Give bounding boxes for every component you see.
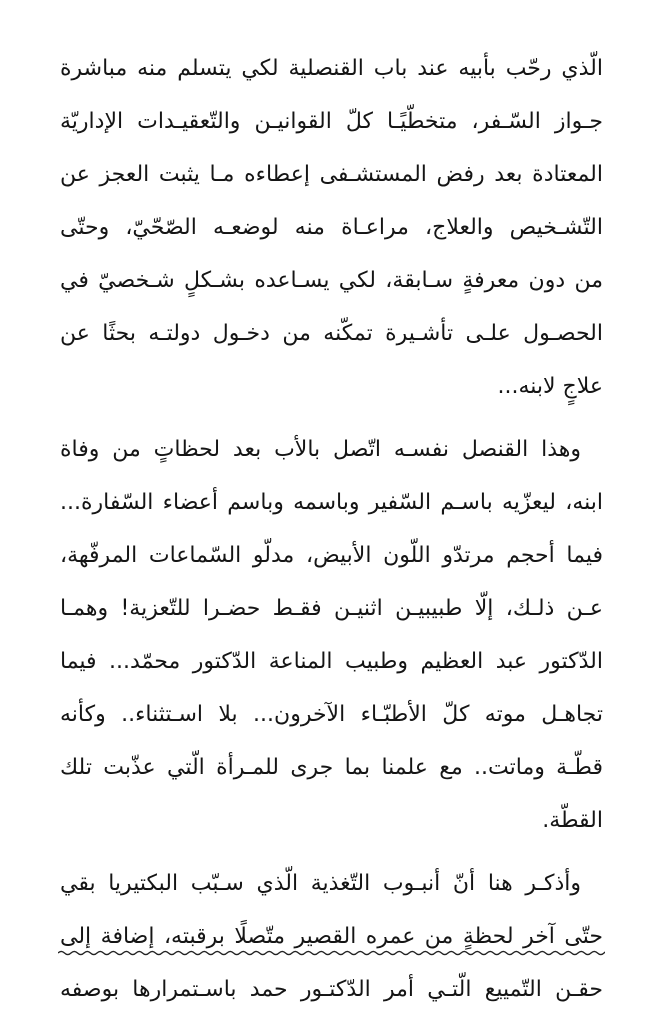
text-line: وهذا القنصل نفسـه اتّصل بالأب بعد لحظاتٍ من وفاة bbox=[60, 437, 581, 462]
text-line: التّشـخيص والعلاج، مراعـاة منه لوضعـه الصّحّيّ، وحتّى bbox=[60, 215, 603, 240]
text-line: قطّـة وماتت.. مع علمنا بما جرى للمـرأة الّتي عذّبت تلك bbox=[60, 755, 603, 780]
text-line: وأذكـر هنا أنّ أنبـوب التّغذية الّذي سـبّب البكتيريا بقي bbox=[60, 871, 581, 896]
paragraph-1 bbox=[60, 42, 603, 413]
text-line: الّذي رحّب بأبيه عند باب القنصلية لكي يتسلم منه مباشرة bbox=[60, 56, 603, 81]
text-line: القطّة. bbox=[542, 808, 603, 833]
text-line: جـواز السّـفر، متخطّيًـا كلّ القوانيـن والتّعقيـدات الإداريّة bbox=[60, 109, 603, 134]
page-text-block bbox=[60, 42, 603, 1016]
text-line: عـن ذلـك، إلّا طبيبيـن اثنيـن فقـط حضـرا للتّعزية! وهمـا bbox=[60, 596, 603, 621]
text-line: تجاهـل موته كلّ الأطبّـاء الآخرون... بلا اسـتثناء.. وكأنه bbox=[60, 702, 603, 727]
text-line: الدّكتور عبد العظيم وطبيب المناعة الدّكتور محمّد... فيما bbox=[60, 649, 603, 674]
paragraph-3 bbox=[60, 857, 603, 1016]
text-line: الحصـول علـى تأشـيرة تمكّنه من دخـول دولتـه بحثًا عن bbox=[60, 321, 603, 346]
text-line: من دون معرفةٍ سـابقة، لكي يسـاعده بشـكلٍ شـخصيّ في bbox=[60, 268, 603, 293]
text-line: علاجٍ لابنه... bbox=[497, 374, 603, 399]
text-line: المعتادة بعد رفض المستشـفى إعطاءه مـا يثبت العجز عن bbox=[60, 162, 603, 187]
text-line: حقـن التّمييع الّتـي أمر الدّكتـور حمد باسـتمرارها بوصفه bbox=[60, 977, 603, 1002]
text-line: ابنه، ليعزّيه باسـم السّفير وباسمه وباسم أعضاء السّفارة... bbox=[60, 490, 603, 515]
wavy-line-icon bbox=[58, 945, 605, 961]
wavy-divider bbox=[58, 945, 605, 961]
paragraph-2 bbox=[60, 423, 603, 847]
text-line: فيما أحجم مرتدّو اللّون الأبيض، مدلّو السّماعات المرفّهة، bbox=[60, 543, 603, 568]
text-line: حتّى آخر لحظةٍ من عمره القصير متّصلًا برقبته، إضافة إلى bbox=[60, 924, 603, 949]
